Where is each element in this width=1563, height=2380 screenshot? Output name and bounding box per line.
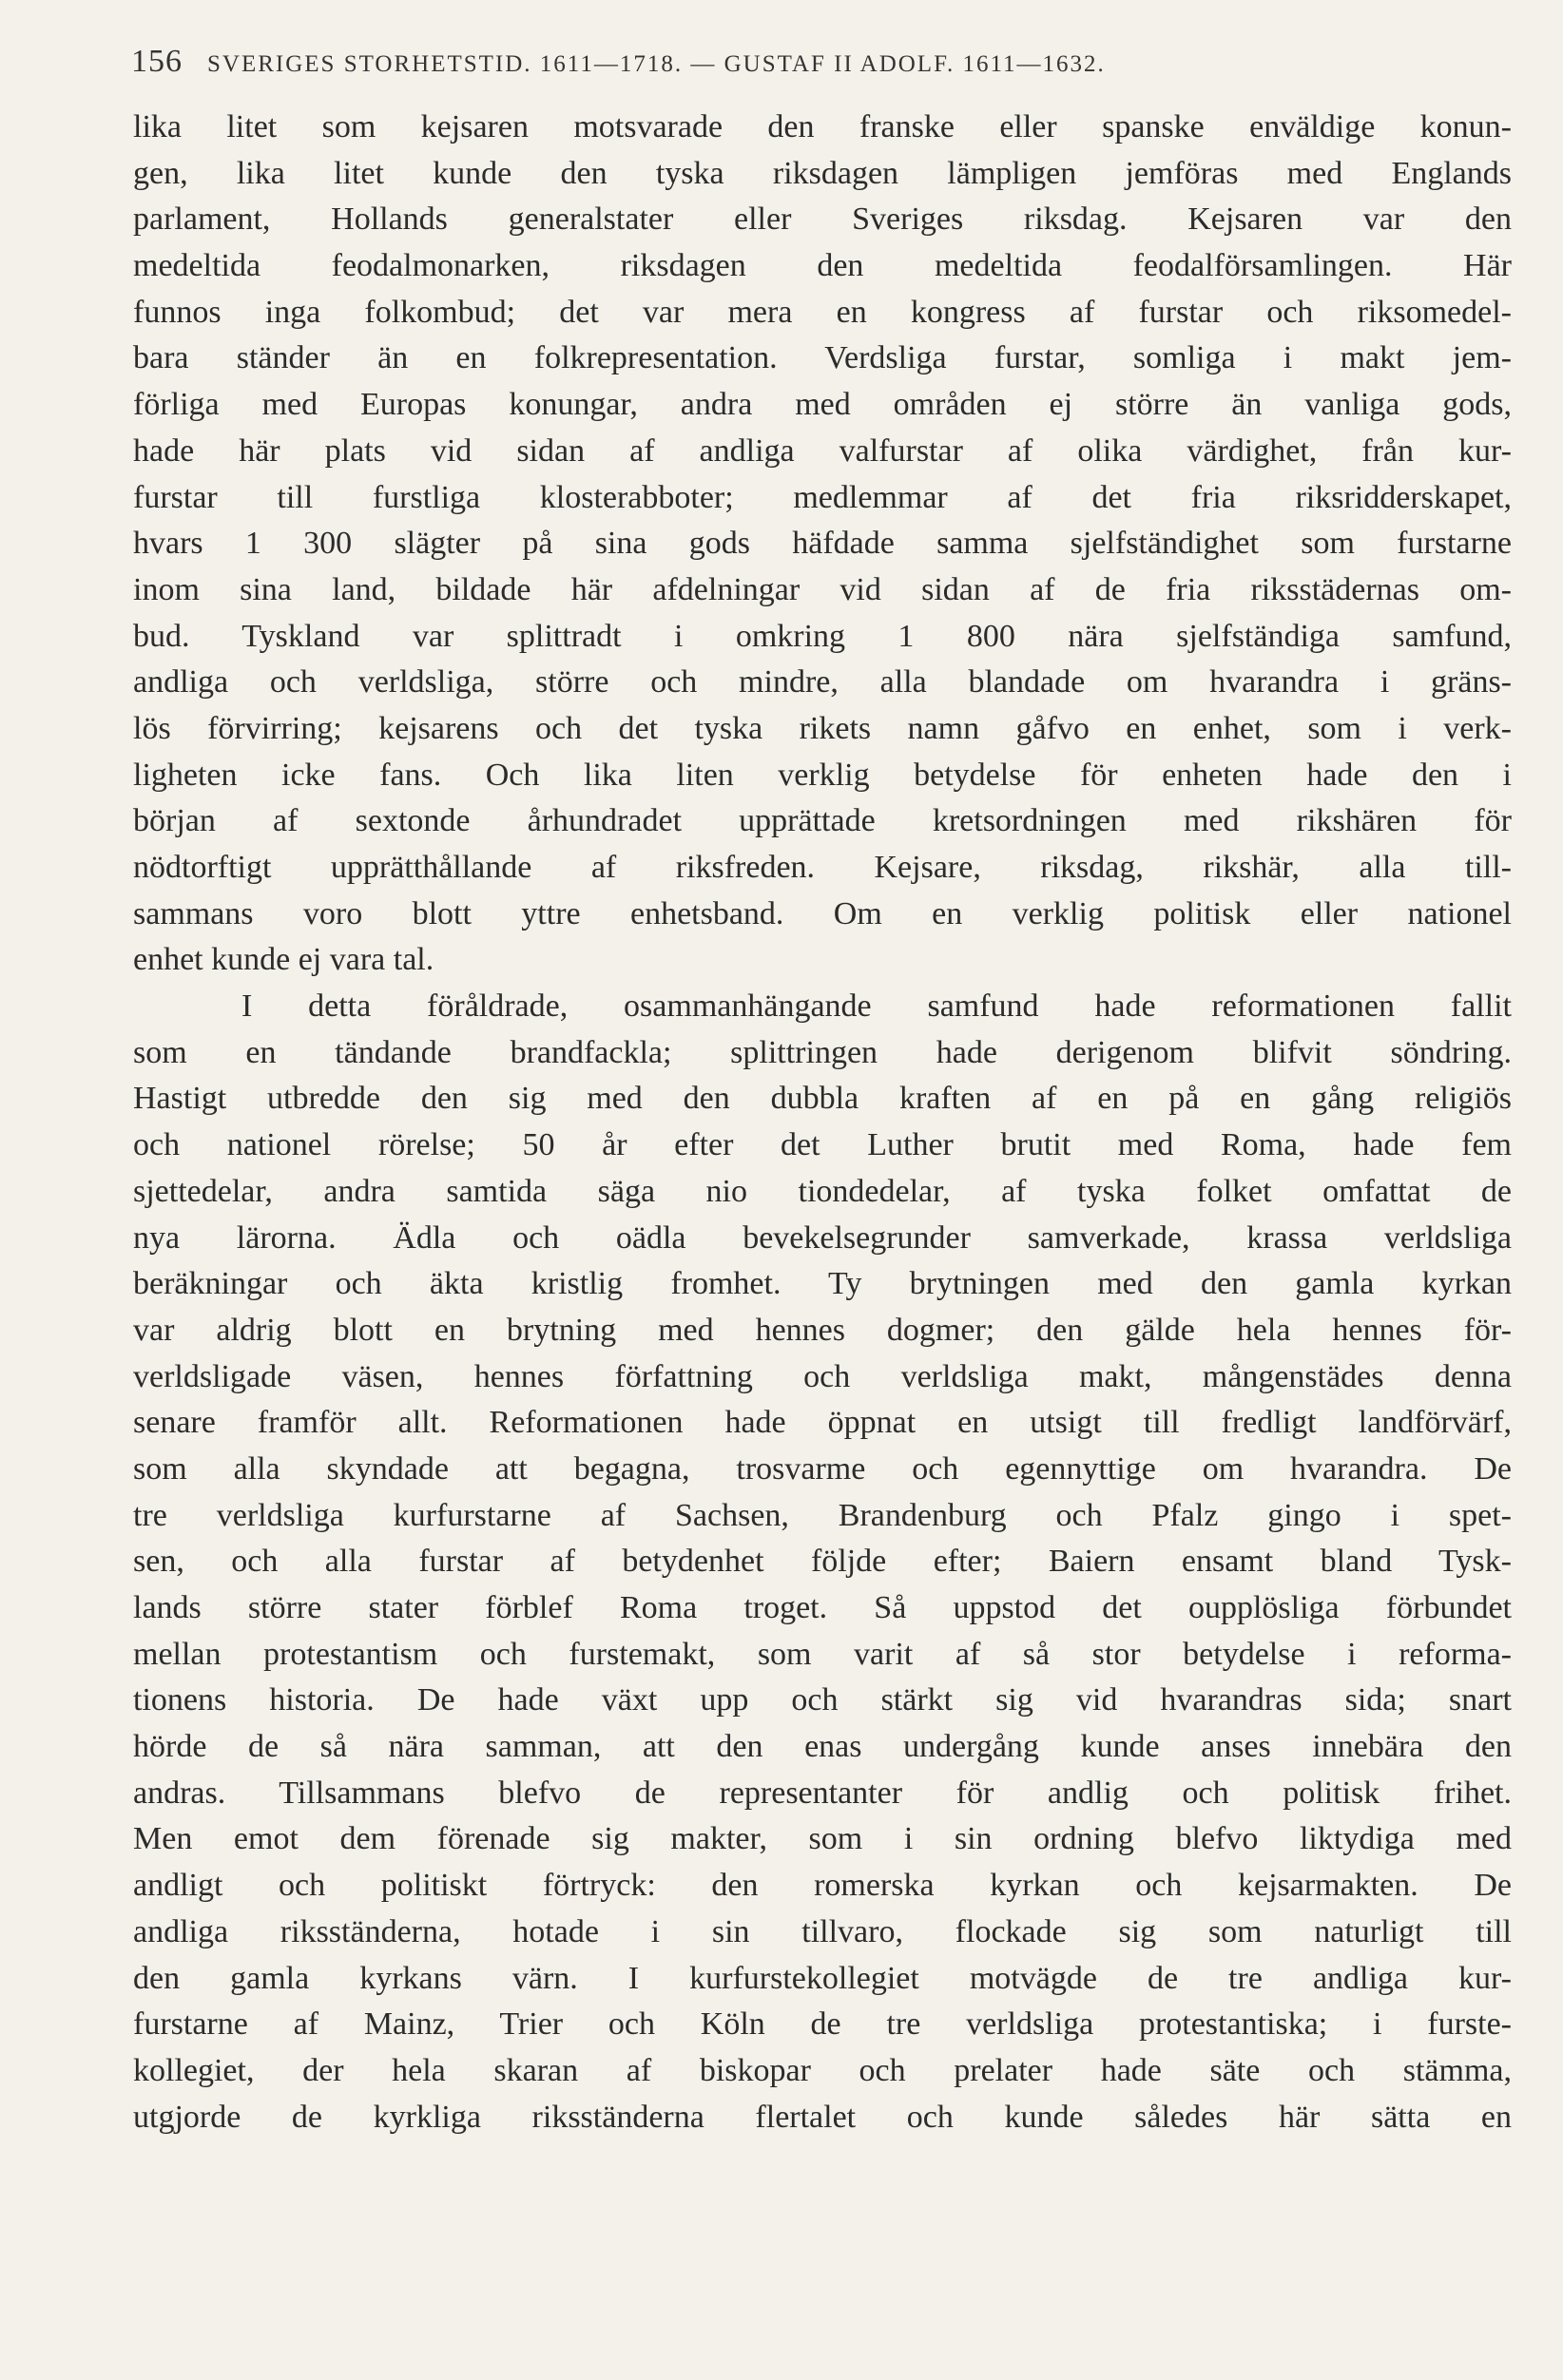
text-line: andliga och verldsliga, större och mindre, alla blandade om hvarandra i gräns- (133, 664, 1512, 701)
text-line: furstarne af Mainz, Trier och Köln de tre verldsliga protestantiska; i furste- (133, 2006, 1512, 2043)
text-line: furstar till furstliga klosterabboter; medlemmar af det fria riksridderskapet, (133, 479, 1512, 515)
text-line: förliga med Europas konungar, andra med områden ej större än vanliga gods, (133, 387, 1512, 423)
text-line: I detta föråldrade, osammanhängande samfund hade reformationen fallit (241, 988, 1512, 1025)
text-line: var aldrig blott en brytning med hennes dogmer; den gälde hela hennes för- (133, 1312, 1512, 1348)
text-line: hvars 1 300 slägter på sina gods häfdade samma sjelfständighet som furstarne (133, 526, 1512, 562)
text-line: som alla skyndade att begagna, trosvarme och egennyttige om hvarandra. De (133, 1450, 1512, 1487)
text-line: hörde de så nära samman, att den enas undergång kunde anses innebära den (133, 1729, 1512, 1765)
text-line: Men emot dem förenade sig makter, som i sin ordning blefvo liktydiga med (133, 1821, 1512, 1857)
page-number: 156 (131, 44, 183, 79)
text-line: enhet kunde ej vara tal. (133, 942, 434, 978)
text-line: och nationel rörelse; 50 år efter det Luther brutit med Roma, hade fem (133, 1127, 1512, 1163)
text-line: hade här plats vid sidan af andliga valfurstar af olika värdighet, från kur- (133, 432, 1512, 469)
text-line: den gamla kyrkans värn. I kurfurstekollegiet motvägde de tre andliga kur- (133, 1960, 1512, 1996)
text-line: lös förvirring; kejsarens och det tyska rikets namn gåfvo en enhet, som i verk- (133, 710, 1512, 746)
text-line: andligt och politiskt förtryck: den romerska kyrkan och kejsarmakten. De (133, 1868, 1512, 1904)
text-line: verldsligade väsen, hennes författning och verldsliga makt, mångenstädes denna (133, 1358, 1512, 1394)
text-line: gen, lika litet kunde den tyska riksdagen lämpligen jemföras med Englands (133, 155, 1512, 191)
text-line: beräkningar och äkta kristlig fromhet. Ty brytningen med den gamla kyrkan (133, 1266, 1512, 1302)
text-line: början af sextonde århundradet upprättade kretsordningen med rikshären för (133, 803, 1512, 839)
text-line: nödtorftigt upprätthållande af riksfreden. Kejsare, riksdag, rikshär, alla till- (133, 850, 1512, 885)
paragraph (133, 105, 1512, 984)
text-line: kollegiet, der hela skaran af biskopar och prelater hade säte och stämma, (133, 2052, 1512, 2088)
text-line: tre verldsliga kurfurstarne af Sachsen, Brandenburg och Pfalz gingo i spet- (133, 1497, 1512, 1533)
text-line: nya lärorna. Ädla och oädla bevekelsegrunder samverkade, krassa verldsliga (133, 1219, 1512, 1256)
text-line: andliga riksständerna, hotade i sin tillvaro, flockade sig som naturligt till (133, 1913, 1512, 1949)
text-line: ligheten icke fans. Och lika liten verklig betydelse för enheten hade den i (133, 757, 1512, 793)
text-line: Hastigt utbredde den sig med den dubbla kraften af en på en gång religiös (133, 1081, 1512, 1117)
text-line: lands större stater förblef Roma troget. Så uppstod det oupplösliga förbundet (133, 1590, 1512, 1625)
text-line: lika litet som kejsaren motsvarade den franske eller spanske enväldige konun- (133, 109, 1512, 144)
text-line: bud. Tyskland var splittradt i omkring 1 800 nära sjelfständiga samfund, (133, 618, 1512, 654)
text-line: sjettedelar, andra samtida säga nio tiondedelar, af tyska folket omfattat de (133, 1173, 1512, 1209)
text-line: som en tändande brandfackla; splittringen hade derigenom blifvit söndring. (133, 1034, 1512, 1070)
running-title: SVERIGES STORHETSTID. 1611—1718. — GUSTAF II ADOLF. 1611—1632. (207, 51, 1106, 77)
text-line: mellan protestantism och furstemakt, som varit af så stor betydelse i reforma- (133, 1636, 1512, 1672)
text-line: sen, och alla furstar af betydenhet följde efter; Baiern ensamt bland Tysk- (133, 1544, 1512, 1580)
text-line: inom sina land, bildade här afdelningar vid sidan af de fria riksstädernas om- (133, 571, 1512, 607)
text-line: tionens historia. De hade växt upp och stärkt sig vid hvarandras sida; snart (133, 1682, 1512, 1718)
text-line: medeltida feodalmonarken, riksdagen den medeltida feodalförsamlingen. Här (133, 248, 1512, 284)
text-line: utgjorde de kyrkliga riksständerna flertalet och kunde således här sätta en (133, 2099, 1512, 2135)
running-header (131, 44, 1500, 82)
text-line: senare framför allt. Reformationen hade öppnat en utsigt till fredligt landförvärf, (133, 1405, 1512, 1441)
body-text (133, 105, 1512, 2140)
text-line: andras. Tillsammans blefvo de representanter för andlig och politisk frihet. (133, 1775, 1512, 1811)
text-line: funnos inga folkombud; det var mera en kongress af furstar och riksomedel- (133, 294, 1512, 330)
paragraph (133, 984, 1512, 2140)
text-line: bara ständer än en folkrepresentation. Verdsliga furstar, somliga i makt jem- (133, 340, 1512, 376)
text-line: parlament, Hollands generalstater eller Sveriges riksdag. Kejsaren var den (133, 202, 1512, 238)
text-line: sammans voro blott yttre enhetsband. Om en verklig politisk eller nationel (133, 895, 1512, 931)
